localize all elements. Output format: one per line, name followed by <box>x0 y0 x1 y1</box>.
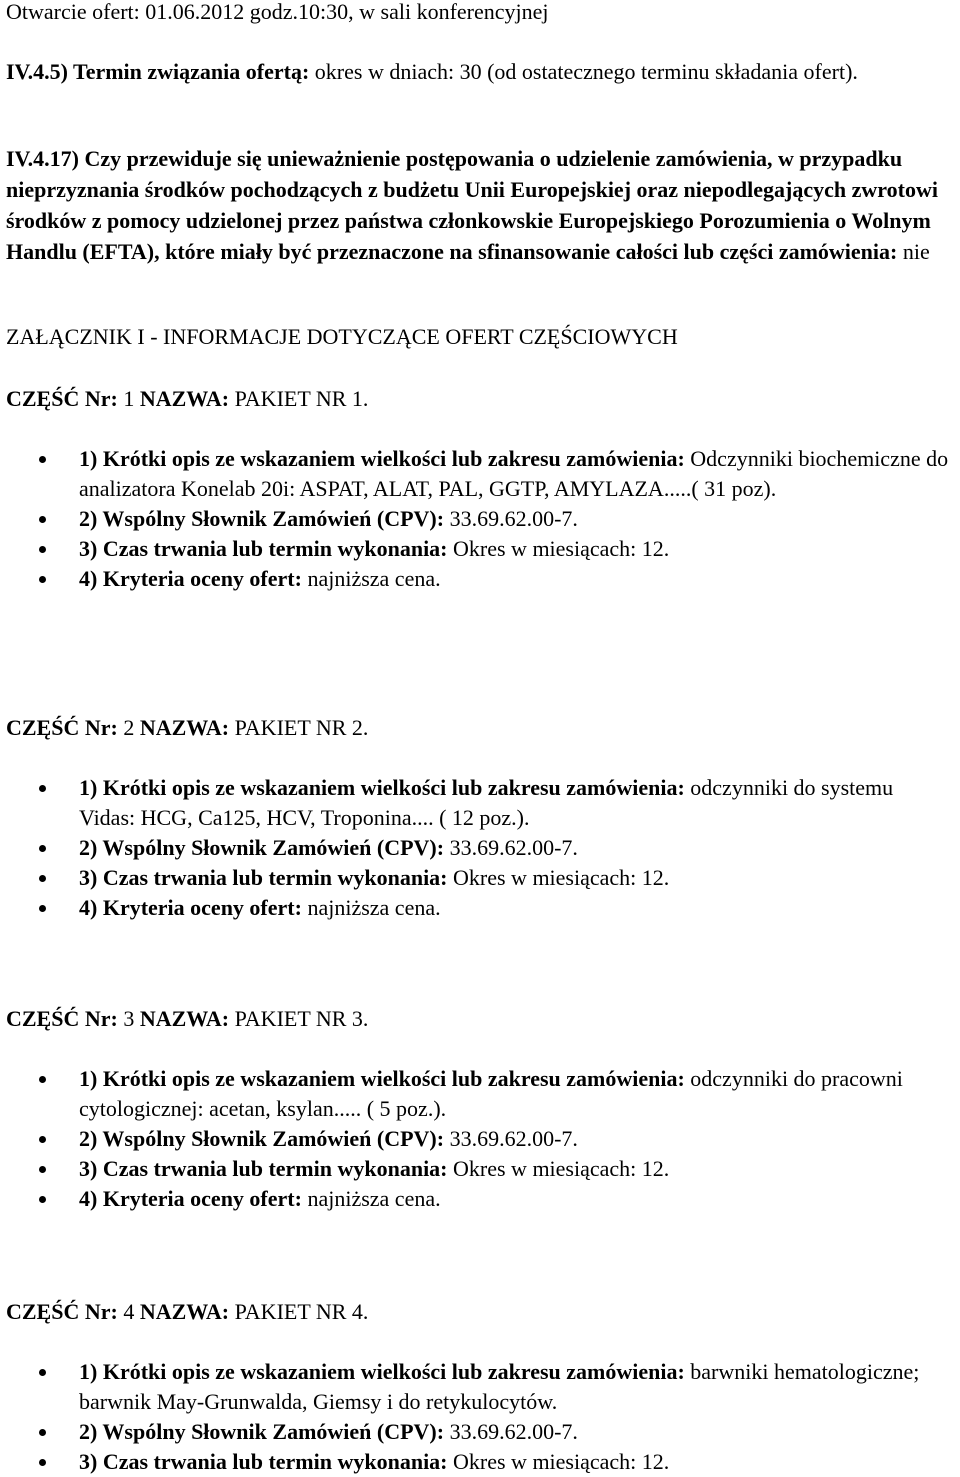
czesc-nr: 2 <box>117 715 140 740</box>
bullet-icon <box>39 516 46 523</box>
termin-value: okres w dniach: 30 (od ostatecznego terminu składania ofert). <box>309 59 858 84</box>
part-4-section <box>6 1297 954 1477</box>
list-item <box>6 534 954 564</box>
nazwa-label: NAZWA: <box>139 1299 230 1324</box>
item-value: 33.69.62.00-7. <box>444 506 578 531</box>
item-value: najniższa cena. <box>301 895 441 920</box>
czesc-label: CZĘŚĆ Nr: <box>6 1006 118 1031</box>
czesc-label: CZĘŚĆ Nr: <box>6 386 118 411</box>
item-label: 2) Wspólny Słownik Zamówień (CPV): <box>79 1126 445 1151</box>
part-items-list <box>6 773 954 923</box>
bullet-icon <box>39 785 46 792</box>
bullet-icon <box>39 845 46 852</box>
bullet-icon <box>39 1166 46 1173</box>
uniewaznienie-value: nie <box>897 239 930 264</box>
part-items-list <box>6 1357 954 1477</box>
list-item <box>6 1124 954 1154</box>
list-item <box>6 893 954 923</box>
bullet-icon <box>39 1369 46 1376</box>
nazwa-value: PAKIET NR 3. <box>229 1006 369 1031</box>
list-item <box>6 1184 954 1214</box>
part-3-section <box>6 1004 954 1214</box>
item-label: 2) Wspólny Słownik Zamówień (CPV): <box>79 835 445 860</box>
part-1-section <box>6 384 954 594</box>
item-value: Okres w miesiącach: 12. <box>447 865 670 890</box>
item-label: 3) Czas trwania lub termin wykonania: <box>79 1156 448 1181</box>
item-label: 1) Krótki opis ze wskazaniem wielkości lub zakresu zamówienia: <box>79 775 685 800</box>
czesc-nr: 1 <box>117 386 140 411</box>
nazwa-label: NAZWA: <box>139 386 230 411</box>
item-label: 4) Kryteria oceny ofert: <box>79 1186 302 1211</box>
item-label: 2) Wspólny Słownik Zamówień (CPV): <box>79 506 445 531</box>
item-value: Odczynniki biochemiczne do analizatora Konelab 20i: ASPAT, ALAT, PAL, GGTP, AMYLAZA.....( 31 poz). <box>79 446 949 501</box>
list-item <box>6 1064 954 1124</box>
nazwa-value: PAKIET NR 4. <box>229 1299 369 1324</box>
item-value: Okres w miesiącach: 12. <box>447 536 670 561</box>
list-item <box>6 773 954 833</box>
list-item <box>6 504 954 534</box>
list-item <box>6 833 954 863</box>
part-title <box>6 384 954 414</box>
part-items-list <box>6 1064 954 1214</box>
item-label: 1) Krótki opis ze wskazaniem wielkości lub zakresu zamówienia: <box>79 1066 685 1091</box>
bullet-icon <box>39 875 46 882</box>
uniewaznienie-label: IV.4.17) Czy przewiduje się unieważnienie postępowania o udzielenie zamówienia, w przypadku nieprzyznania środków pochodzących z budżetu Unii Europejskiej oraz niepodlegających zwrotowi środków z pomocy udzielonej przez państwa członkowskie Europejskiego Porozumienia o Wolnym Handlu (EFTA), które miały być przeznaczone na sfinansowanie całości lub części zamówienia: <box>6 146 938 264</box>
item-value: 33.69.62.00-7. <box>444 1419 578 1444</box>
bullet-icon <box>39 546 46 553</box>
item-label: 4) Kryteria oceny ofert: <box>79 566 302 591</box>
bullet-icon <box>39 1429 46 1436</box>
part-2-section <box>6 713 954 923</box>
list-item <box>6 863 954 893</box>
uniewaznienie-paragraph <box>6 143 954 267</box>
list-item <box>6 1447 954 1477</box>
part-title <box>6 1004 954 1034</box>
item-label: 4) Kryteria oceny ofert: <box>79 895 302 920</box>
list-item <box>6 1154 954 1184</box>
termin-zwiazania-paragraph <box>6 56 954 87</box>
czesc-nr: 3 <box>117 1006 140 1031</box>
item-value: 33.69.62.00-7. <box>444 835 578 860</box>
list-item <box>6 444 954 504</box>
item-label: 3) Czas trwania lub termin wykonania: <box>79 1449 448 1474</box>
item-label: 2) Wspólny Słownik Zamówień (CPV): <box>79 1419 445 1444</box>
list-item <box>6 564 954 594</box>
item-value: Okres w miesiącach: 12. <box>447 1156 670 1181</box>
item-value: 33.69.62.00-7. <box>444 1126 578 1151</box>
part-items-list <box>6 444 954 594</box>
bullet-icon <box>39 576 46 583</box>
part-title <box>6 1297 954 1327</box>
bullet-icon <box>39 456 46 463</box>
item-label: 1) Krótki opis ze wskazaniem wielkości lub zakresu zamówienia: <box>79 446 685 471</box>
item-value: najniższa cena. <box>301 1186 441 1211</box>
bullet-icon <box>39 1136 46 1143</box>
nazwa-value: PAKIET NR 2. <box>229 715 369 740</box>
czesc-nr: 4 <box>117 1299 140 1324</box>
nazwa-value: PAKIET NR 1. <box>229 386 369 411</box>
otwarcie-ofert-line: Otwarcie ofert: 01.06.2012 godz.10:30, w sali konferencyjnej <box>6 0 549 24</box>
bullet-icon <box>39 905 46 912</box>
nazwa-label: NAZWA: <box>139 1006 230 1031</box>
item-value: odczynniki do systemu Vidas: HCG, Ca125, HCV, Troponina.... ( 12 poz.). <box>79 775 894 830</box>
list-item <box>6 1357 954 1417</box>
list-item <box>6 1417 954 1447</box>
item-label: 3) Czas trwania lub termin wykonania: <box>79 536 448 561</box>
item-value: barwniki hematologiczne; barwnik May-Grunwalda, Giemsy i do retykulocytów. <box>79 1359 920 1414</box>
bullet-icon <box>39 1459 46 1466</box>
nazwa-label: NAZWA: <box>139 715 230 740</box>
part-title <box>6 713 954 743</box>
item-value: odczynniki do pracowni cytologicznej: acetan, ksylan..... ( 5 poz.). <box>79 1066 903 1121</box>
termin-label: IV.4.5) Termin związania ofertą: <box>6 59 310 84</box>
bullet-icon <box>39 1196 46 1203</box>
item-label: 1) Krótki opis ze wskazaniem wielkości lub zakresu zamówienia: <box>79 1359 685 1384</box>
czesc-label: CZĘŚĆ Nr: <box>6 715 118 740</box>
item-value: Okres w miesiącach: 12. <box>447 1449 670 1474</box>
zalacznik-heading: ZAŁĄCZNIK I - INFORMACJE DOTYCZĄCE OFERT CZĘŚCIOWYCH <box>6 324 678 349</box>
czesc-label: CZĘŚĆ Nr: <box>6 1299 118 1324</box>
item-value: najniższa cena. <box>301 566 441 591</box>
bullet-icon <box>39 1076 46 1083</box>
item-label: 3) Czas trwania lub termin wykonania: <box>79 865 448 890</box>
